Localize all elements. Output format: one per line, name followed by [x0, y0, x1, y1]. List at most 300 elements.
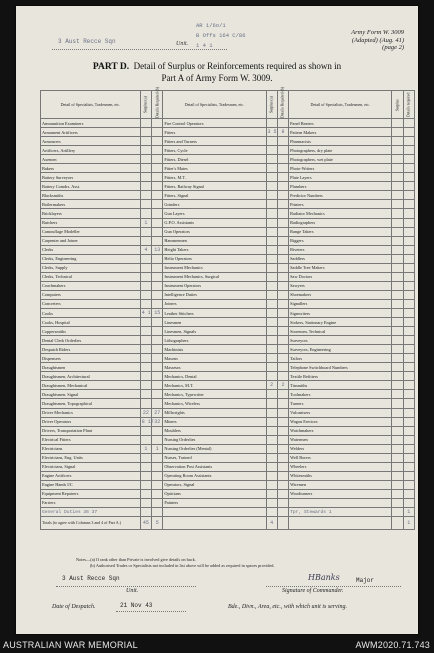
col2-required-value	[277, 227, 288, 236]
col1-required-value	[152, 318, 163, 327]
archive-caption-right: AWM2020.71.743	[355, 640, 430, 650]
table-row	[41, 489, 415, 498]
col1-required-value	[152, 498, 163, 507]
totals-col2-name	[163, 517, 266, 530]
col2-trade-name: Masons	[163, 354, 266, 363]
col3-required-value	[403, 308, 414, 317]
col1-required-value	[152, 155, 163, 164]
col1-required-value	[152, 146, 163, 155]
col1-required-value	[152, 336, 163, 345]
table-row	[41, 290, 415, 299]
col3-surplus-value	[392, 308, 403, 317]
title-part: PART D.	[92, 62, 130, 72]
col2-required-value	[277, 236, 288, 245]
col1-trade-name: Bakers	[41, 164, 141, 173]
col3-trade-name: Tailors	[289, 354, 392, 363]
col3-surplus-value	[392, 245, 403, 254]
col2-surplus-value	[266, 272, 277, 281]
table-row	[41, 399, 415, 408]
col2-surplus-value	[266, 372, 277, 381]
col2-surplus-value: 2	[266, 381, 277, 390]
table-row	[41, 336, 415, 345]
col1-trade-name: Artificers, Artillery	[41, 146, 141, 155]
col1-trade-name: Coppersmiths	[41, 327, 141, 336]
col1-trade-name: Draughtsmen, Signal	[41, 390, 141, 399]
col1-trade-name: Armourers	[41, 137, 141, 146]
col3-surplus-value	[392, 218, 403, 227]
col1-surplus-value	[140, 399, 151, 408]
col3-trade-name: Photographers, dry plate	[289, 146, 392, 155]
col3-required-value	[403, 453, 414, 462]
col1-trade-name: Camouflage Modeller	[41, 227, 141, 236]
col3-surplus-value	[392, 164, 403, 173]
col2-trade-name: Nurses, Trained	[163, 453, 266, 462]
form-notes	[76, 557, 275, 569]
col2-trade-name: Mechanics, Dental	[163, 372, 266, 381]
col3-required-value	[403, 480, 414, 489]
col3-trade-name: Signwriters	[289, 308, 392, 317]
col3-surplus-value	[392, 417, 403, 426]
table-row	[41, 200, 415, 209]
col3-surplus-value	[392, 372, 403, 381]
col3-surplus-value	[392, 272, 403, 281]
col1-trade-name: Concreters	[41, 299, 141, 308]
col2-required-value	[277, 182, 288, 191]
col2-surplus-header: Surplus (a)	[266, 91, 277, 119]
col2-surplus-value	[266, 164, 277, 173]
table-row	[41, 381, 415, 390]
col2-required-value	[277, 417, 288, 426]
col2-required-value	[277, 471, 288, 480]
col3-trade-name: Saddle Tree Makers	[289, 263, 392, 272]
col1-trade-name: Driver Operators	[41, 417, 141, 426]
col2-surplus-value	[266, 191, 277, 200]
col2-surplus-value	[266, 137, 277, 146]
col1-trade-name: Dispensers	[41, 354, 141, 363]
table-row	[41, 372, 415, 381]
col2-required-value	[277, 254, 288, 263]
col1-surplus-value: 4	[140, 245, 151, 254]
col2-trade-name: Instrument Mechanics, Surgical	[163, 272, 266, 281]
col1-required-value	[152, 191, 163, 200]
col2-trade-name: Joiners	[163, 299, 266, 308]
col2-required-value	[277, 327, 288, 336]
col1-required-value	[152, 236, 163, 245]
col2-trade-name: Opticians	[163, 489, 266, 498]
table-row	[41, 345, 415, 354]
table-row	[41, 191, 415, 200]
col2-trade-name: G.P.O. Assistants	[163, 218, 266, 227]
col3-surplus-header: Surplus	[392, 91, 403, 119]
col3-trade-name: Photo-Writers	[289, 164, 392, 173]
col1-required-value	[152, 426, 163, 435]
col3-required-value	[403, 137, 414, 146]
col2-trade-name: Grinders	[163, 200, 266, 209]
table-row	[41, 444, 415, 453]
col2-surplus-value	[266, 308, 277, 317]
col2-surplus-value	[266, 155, 277, 164]
col1-required-value: 1	[152, 444, 163, 453]
table-row	[41, 471, 415, 480]
col3-trade-name: Photographers, wet plate	[289, 155, 392, 164]
totals-col1-surplus: 45	[140, 517, 151, 530]
col3-surplus-value	[392, 191, 403, 200]
col2-surplus-value	[266, 508, 277, 517]
col2-trade-name: Fire Control Operators	[163, 119, 266, 128]
col1-required-value	[152, 227, 163, 236]
col2-trade-name: Millwrights	[163, 408, 266, 417]
col2-required-value	[277, 263, 288, 272]
table-row	[41, 462, 415, 471]
col2-surplus-value: 3 5	[267, 129, 277, 136]
col1-required-value	[152, 182, 163, 191]
col2-surplus-value	[266, 173, 277, 182]
col3-surplus-value	[392, 363, 403, 372]
col1-surplus-value	[140, 372, 151, 381]
table-row	[41, 281, 415, 290]
footer-typed-rank: Major	[356, 577, 375, 584]
col2-required-value	[277, 318, 288, 327]
col1-surplus-value	[140, 173, 151, 182]
col2-trade-name: Machinists	[163, 345, 266, 354]
typed-unit-header: 3 Aust Recce Sqn	[58, 38, 116, 45]
col1-required-value	[152, 381, 163, 390]
col3-trade-name: Stokers, Stationary Engine	[289, 318, 392, 327]
col3-surplus-value	[392, 336, 403, 345]
col1-required-value: 13	[152, 245, 163, 254]
col1-required-value: 27	[152, 408, 163, 417]
col3-trade-name: Plumbers	[289, 182, 392, 191]
col2-trade-name: Miners	[163, 417, 266, 426]
col2-trade-name: Height Takers	[163, 245, 266, 254]
col2-surplus-value	[266, 209, 277, 218]
col3-trade-name: Vulcanisers	[289, 408, 392, 417]
col1-required-value	[152, 299, 163, 308]
col3-surplus-value	[392, 435, 403, 444]
col2-trade-name: Leather Stitchers	[163, 308, 266, 317]
col3-required-value	[403, 390, 414, 399]
col1-trade-name: Coachmakers	[41, 281, 141, 290]
col2-trade-name: Observation Post Assistants	[163, 462, 266, 471]
col1-trade-name: Clerks, Supply	[41, 263, 141, 272]
col2-surplus-value	[266, 119, 277, 128]
col3-trade-name: Wheelers	[289, 462, 392, 471]
col1-surplus-value: 22	[140, 408, 151, 417]
col3-required-value	[403, 263, 414, 272]
col1-surplus-value: 1	[140, 218, 151, 227]
col1-required-value	[152, 254, 163, 263]
col3-trade-name: Toolmakers	[289, 390, 392, 399]
col1-trade-name: Blacksmiths	[41, 191, 141, 200]
title-line1: Detail of Surplus or Reinforcements required as shown in	[133, 61, 342, 71]
col3-trade-name: Surveyors	[289, 336, 392, 345]
col3-required-value	[403, 417, 414, 426]
col1-required-value	[152, 345, 163, 354]
form-code-line3: (page 2)	[382, 44, 404, 51]
archive-caption-left: AUSTRALIAN WAR MEMORIAL	[3, 640, 138, 650]
col1-required-value	[152, 480, 163, 489]
table-row	[41, 263, 415, 272]
col3-trade-name: Well Borers	[289, 453, 392, 462]
col2-trade-name: Fitters, Signal	[163, 191, 266, 200]
col1-surplus-value	[140, 281, 151, 290]
col1-trade-name: Engine Hands I/C	[41, 480, 141, 489]
col1-surplus-value	[140, 254, 151, 263]
col2-required-value	[277, 363, 288, 372]
col2-required-value	[277, 408, 288, 417]
col1-surplus-value	[140, 471, 151, 480]
table-row	[41, 308, 415, 317]
col1-trade-name: Butchers	[41, 218, 141, 227]
table-row	[41, 146, 415, 155]
col2-surplus-value	[266, 435, 277, 444]
col1-surplus-value	[140, 209, 151, 218]
col3-surplus-value	[392, 146, 403, 155]
col1-trade-name: General Duties 36 37	[41, 508, 141, 517]
col2-required-value	[277, 354, 288, 363]
col2-surplus-value	[266, 182, 277, 191]
date-label: Date of Despatch.	[52, 604, 96, 610]
col1-required-value	[152, 290, 163, 299]
table-row	[41, 245, 415, 254]
col2-surplus-value	[266, 363, 277, 372]
col3-surplus-value	[392, 200, 403, 209]
table-row	[41, 435, 415, 444]
col3-required-value	[403, 236, 414, 245]
specialists-table	[40, 87, 415, 530]
note-b: (b) Authorised Trades or Specialists not included in list above will be added as required in spaces provided.	[90, 563, 275, 568]
col1-required-value	[152, 489, 163, 498]
col1-required-value: 32	[152, 417, 163, 426]
table-row	[41, 173, 415, 182]
col3-surplus-value	[392, 381, 403, 390]
unit-underline	[52, 49, 227, 50]
col1-trade-name: Electricians, Signal	[41, 462, 141, 471]
col1-surplus-value	[140, 227, 151, 236]
col2-surplus-value	[266, 480, 277, 489]
col3-trade-name: Textile Refitters	[289, 372, 392, 381]
table-row	[41, 299, 415, 308]
col1-required-value	[152, 173, 163, 182]
col1-surplus-value	[140, 290, 151, 299]
col3-required-value	[403, 290, 414, 299]
table-row	[41, 182, 415, 191]
table-row	[41, 408, 415, 417]
col1-required-value	[152, 508, 163, 517]
col3-trade-name: Range Takers	[289, 227, 392, 236]
col1-trade-name: Computers	[41, 290, 141, 299]
col1-trade-name: Draughtsmen, Topographical	[41, 399, 141, 408]
col1-trade-name: Farriers	[41, 498, 141, 507]
col2-trade-name: Linesmen	[163, 318, 266, 327]
typed-reference-1: AR 1/6o/1	[196, 22, 226, 29]
col1-required-value	[152, 363, 163, 372]
col2-surplus-value	[266, 462, 277, 471]
col3-required-value	[403, 119, 414, 128]
col2-surplus-value	[266, 236, 277, 245]
col1-surplus-value	[140, 480, 151, 489]
col1-surplus-value: 8 17	[141, 418, 154, 425]
col1-trade-name: Bricklayers	[41, 209, 141, 218]
col3-required-value	[403, 327, 414, 336]
col2-surplus-value	[266, 444, 277, 453]
col2-trade-name: Fitters	[163, 128, 266, 137]
unit-label: Unit.	[176, 41, 189, 47]
col2-required-value	[277, 308, 288, 317]
col3-surplus-value	[392, 453, 403, 462]
col3-required-value	[403, 318, 414, 327]
col3-trade-name: Watchmakers	[289, 426, 392, 435]
col3-required-value	[403, 182, 414, 191]
col3-required-value	[403, 471, 414, 480]
col3-trade-name: Pattern Makers	[289, 128, 392, 137]
col2-trade-name	[163, 508, 266, 517]
col1-surplus-value	[140, 128, 151, 137]
col2-trade-name: Mechanics, Typewriter	[163, 390, 266, 399]
typed-reference-2: B Offs 164 C/86	[196, 32, 246, 39]
col2-required-value	[277, 137, 288, 146]
col1-surplus-value	[140, 453, 151, 462]
col1-surplus-value	[140, 272, 151, 281]
col1-surplus-value	[140, 508, 151, 517]
footer-unit-line	[56, 586, 196, 587]
signature-label: Signature of Commander.	[282, 588, 344, 594]
col1-trade-name: Drivers, Transportation Plant	[41, 426, 141, 435]
col3-surplus-value	[392, 137, 403, 146]
col3-surplus-value	[392, 254, 403, 263]
col2-surplus-value	[266, 263, 277, 272]
col1-trade-name: Cooks, Hospital	[41, 318, 141, 327]
col1-surplus-value	[140, 336, 151, 345]
col1-surplus-value	[140, 363, 151, 372]
col3-required-value: 1	[403, 508, 414, 517]
col2-trade-name: Moulders	[163, 426, 266, 435]
col2-surplus-value	[266, 290, 277, 299]
col3-required-value	[403, 128, 414, 137]
col1-trade-name: Equipment Repairers	[41, 489, 141, 498]
table-row	[41, 254, 415, 263]
col1-trade-name: Electricians, Eng. Units	[41, 453, 141, 462]
col2-trade-name: Gun Operators	[163, 227, 266, 236]
col2-header: Detail of Specialists, Tradesmen, etc.	[163, 91, 266, 119]
col1-trade-name: Clerks	[41, 245, 141, 254]
col3-trade-name: Woodturners	[289, 489, 392, 498]
col1-surplus-value	[140, 489, 151, 498]
form-sheet	[16, 6, 418, 634]
col2-required-value	[277, 399, 288, 408]
col2-surplus-value	[266, 146, 277, 155]
col2-trade-name: Instrument Operators	[163, 281, 266, 290]
col3-surplus-value	[392, 480, 403, 489]
col2-trade-name: Operating Room Assistants	[163, 471, 266, 480]
col3-required-value	[403, 254, 414, 263]
col3-trade-name: Whitesmiths	[289, 471, 392, 480]
col2-required-value	[277, 173, 288, 182]
col2-required-value	[277, 245, 288, 254]
table-row	[41, 354, 415, 363]
col3-trade-name: Signallers	[289, 299, 392, 308]
col2-trade-name: Painters	[163, 498, 266, 507]
col1-surplus-value	[140, 164, 151, 173]
col1-surplus-value: 1	[140, 444, 151, 453]
col1-surplus-value	[140, 263, 151, 272]
col3-surplus-value	[392, 263, 403, 272]
col3-trade-name: Wagon Erectors	[289, 417, 392, 426]
col3-trade-name: Plate Layers	[289, 173, 392, 182]
col3-surplus-value	[392, 489, 403, 498]
col2-trade-name: Helio Operators	[163, 254, 266, 263]
col3-required-value	[403, 245, 414, 254]
col1-trade-name: Draughtsmen, Mechanical	[41, 381, 141, 390]
col3-trade-name: Tinsmiths	[289, 381, 392, 390]
col1-header: Detail of Specialists, Tradesmen, etc.	[41, 91, 141, 119]
col3-surplus-value	[392, 444, 403, 453]
col2-required-value	[277, 290, 288, 299]
col3-surplus-value	[392, 281, 403, 290]
col3-surplus-value	[392, 390, 403, 399]
col3-trade-name: Welders	[289, 444, 392, 453]
table-row	[41, 155, 415, 164]
col2-trade-name: Fitters, Railway Signal	[163, 182, 266, 191]
col2-surplus-value	[266, 390, 277, 399]
table-row	[41, 417, 415, 426]
col1-trade-name: Boilermakers	[41, 200, 141, 209]
table-row	[41, 128, 415, 137]
col3-trade-name: Tpr, Stewards 1	[289, 508, 392, 517]
col2-trade-name: Instrument Mechanics	[163, 263, 266, 272]
col1-required-value	[152, 281, 163, 290]
col3-required-value	[403, 281, 414, 290]
col3-trade-name: Storemen, Technical	[289, 327, 392, 336]
col1-surplus-value	[140, 381, 151, 390]
table-row	[41, 236, 415, 245]
col1-surplus-value	[140, 498, 151, 507]
col1-surplus-value	[140, 236, 151, 245]
col3-surplus-value	[392, 508, 403, 517]
col2-surplus-value	[266, 399, 277, 408]
col1-trade-name: Armament Artificers	[41, 128, 141, 137]
table-row	[41, 498, 415, 507]
col2-surplus-value	[266, 218, 277, 227]
col1-required-value	[152, 272, 163, 281]
col1-surplus-value	[140, 119, 151, 128]
col3-required-value	[403, 354, 414, 363]
col3-required-value	[403, 155, 414, 164]
col2-required-value	[277, 191, 288, 200]
col3-surplus-value	[392, 327, 403, 336]
col3-trade-name: Watermen	[289, 435, 392, 444]
col3-surplus-value	[392, 173, 403, 182]
col2-required-value: 2	[277, 381, 288, 390]
totals-col1-required: 5	[152, 517, 163, 530]
col2-trade-name: Nursing Orderlies (Mental)	[163, 444, 266, 453]
col1-required-header: Details Required (b)	[152, 91, 163, 119]
col1-trade-name: Engine Artificers	[41, 471, 141, 480]
col3-required-value	[403, 299, 414, 308]
col2-required-value	[277, 426, 288, 435]
col1-trade-name: Dental Clerk Orderlies	[41, 336, 141, 345]
col3-required-value	[403, 209, 414, 218]
col2-required-value	[277, 336, 288, 345]
footer-typed-unit: 3 Aust Recce Sqn	[62, 575, 120, 582]
col1-required-value	[152, 218, 163, 227]
commander-signature: HBanks	[308, 573, 340, 582]
col2-surplus-value	[266, 281, 277, 290]
col1-trade-name: Despatch Riders	[41, 345, 141, 354]
col2-surplus-value	[266, 489, 277, 498]
col3-surplus-value	[392, 426, 403, 435]
col3-surplus-value	[392, 345, 403, 354]
